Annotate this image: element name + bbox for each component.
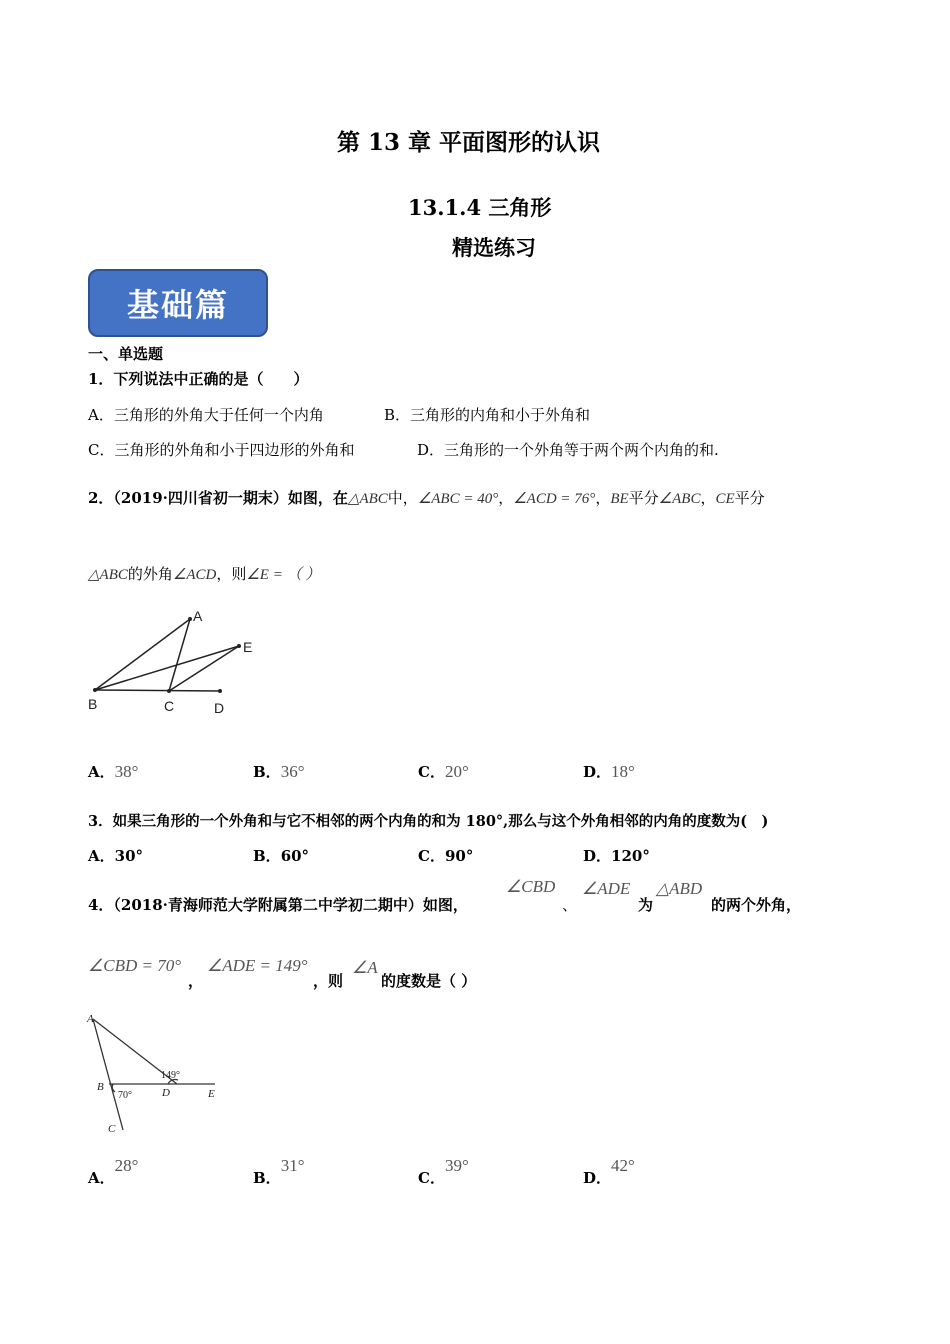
label-c: C [108, 1123, 116, 1135]
option-letter: A． [88, 763, 115, 781]
q2-option-c[interactable] [418, 761, 469, 782]
text: ，则 [313, 972, 344, 990]
text: ， [595, 489, 611, 507]
q3-option-d[interactable] [583, 845, 650, 866]
option-letter: A． [88, 847, 115, 865]
text: 、 [562, 896, 578, 914]
level-badge: 基础篇 [88, 269, 268, 337]
q1-option-b[interactable]: B．三角形的内角和小于外角和 [384, 406, 591, 424]
q2-source: 2．（2019·四川省初一期末）如图，在 [88, 489, 348, 507]
label-b: B [97, 1081, 104, 1093]
math: ∠E = （ ） [246, 567, 321, 583]
option-value: 120° [611, 847, 650, 865]
text: 为 [638, 896, 654, 914]
math: CE [715, 491, 735, 507]
label-d: D [214, 700, 225, 716]
text: 的两个外角， [711, 896, 802, 914]
angle-70: 70° [118, 1090, 132, 1101]
option-letter: C． [418, 763, 445, 781]
math: ∠CBD [506, 877, 556, 896]
option-letter: B． [253, 1169, 281, 1187]
option-letter: A． [88, 1169, 115, 1187]
label-a: A [193, 608, 203, 624]
text: 平分 [734, 489, 765, 507]
q1-option-a[interactable]: A．三角形的外角大于任何一个内角 [88, 406, 324, 424]
option-value: 28° [114, 1156, 139, 1175]
option-letter: C． [418, 1169, 445, 1187]
q4-figure [82, 1008, 232, 1138]
math: ∠ACD = 76° [513, 491, 596, 507]
math: ∠CBD = 70° [88, 956, 182, 975]
option-value: 31° [280, 1156, 305, 1175]
q2-stem-line2 [88, 563, 320, 584]
text: 的外角 [127, 565, 173, 583]
text: 中， [387, 489, 418, 507]
math: ∠ABC = 40° [417, 491, 499, 507]
option-letter: D． [583, 763, 612, 781]
label-a: A [87, 1013, 94, 1025]
math: ∠ADE = 149° [207, 956, 308, 975]
q4-stem-a: 4．（2018·青海师范大学附属第二中学初二期中）如图， [88, 896, 468, 914]
q4-option-a[interactable] [88, 1155, 139, 1187]
q4-option-c[interactable] [418, 1155, 469, 1187]
label-c: C [164, 698, 175, 714]
math: BE [610, 491, 629, 507]
q4-option-b[interactable] [253, 1155, 305, 1187]
q4-option-d[interactable] [583, 1155, 635, 1187]
q3-option-c[interactable] [418, 845, 473, 866]
option-value: 20° [444, 762, 469, 781]
section-title: 13.1.4 三角形 [408, 195, 552, 220]
option-value: 90° [444, 847, 474, 865]
text: ， [700, 489, 716, 507]
math: ∠ACD [172, 567, 217, 583]
label-e: E [208, 1088, 215, 1100]
q3-option-a[interactable] [88, 845, 143, 866]
q2-option-b[interactable] [253, 761, 305, 782]
math: ∠A [352, 958, 378, 977]
subtitle: 精选练习 [452, 235, 536, 260]
option-value: 38° [114, 762, 139, 781]
q2-option-d[interactable] [583, 761, 635, 782]
label-e: E [243, 639, 253, 655]
q1-option-c[interactable]: C．三角形的外角和小于四边形的外角和 [88, 441, 355, 459]
text: ，则 [216, 565, 247, 583]
q3-stem: 3．如果三角形的一个外角和与它不相邻的两个内角的和为 180°,那么与这个外角相邻的内角的度数为( ) [88, 813, 769, 830]
option-value: 18° [611, 762, 635, 781]
math: △ABD [656, 879, 703, 898]
option-letter: D． [583, 847, 612, 865]
q1-option-d[interactable]: D．三角形的一个外角等于两个两个内角的和. [417, 441, 719, 459]
option-value: 36° [280, 762, 305, 781]
option-letter: C． [418, 847, 445, 865]
option-letter: D． [583, 1169, 612, 1187]
math: ∠ABC [658, 491, 701, 507]
label-b: B [88, 696, 98, 712]
text: ， [498, 489, 514, 507]
math: △ABC [347, 491, 388, 507]
math: △ABC [88, 567, 128, 583]
text: 平分 [628, 489, 659, 507]
angle-149: 149° [161, 1070, 180, 1081]
text: ， [188, 972, 204, 990]
option-value: 39° [444, 1156, 469, 1175]
section-label: 一、单选题 [88, 345, 164, 363]
option-letter: B． [253, 847, 281, 865]
option-value: 42° [611, 1156, 635, 1175]
text: 的度数是（ ） [381, 972, 477, 990]
option-value: 60° [280, 847, 310, 865]
option-value: 30° [114, 847, 144, 865]
label-d: D [162, 1087, 170, 1099]
q2-figure [82, 605, 262, 720]
option-letter: B． [253, 763, 281, 781]
math: ∠ADE [582, 879, 631, 898]
q1-stem: 1．下列说法中正确的是（ ） [88, 370, 309, 388]
q3-option-b[interactable] [253, 845, 309, 866]
q2-option-a[interactable] [88, 761, 138, 782]
q2-stem-line1 [88, 487, 765, 508]
chapter-title: 第 13 章 平面图形的认识 [337, 129, 601, 156]
